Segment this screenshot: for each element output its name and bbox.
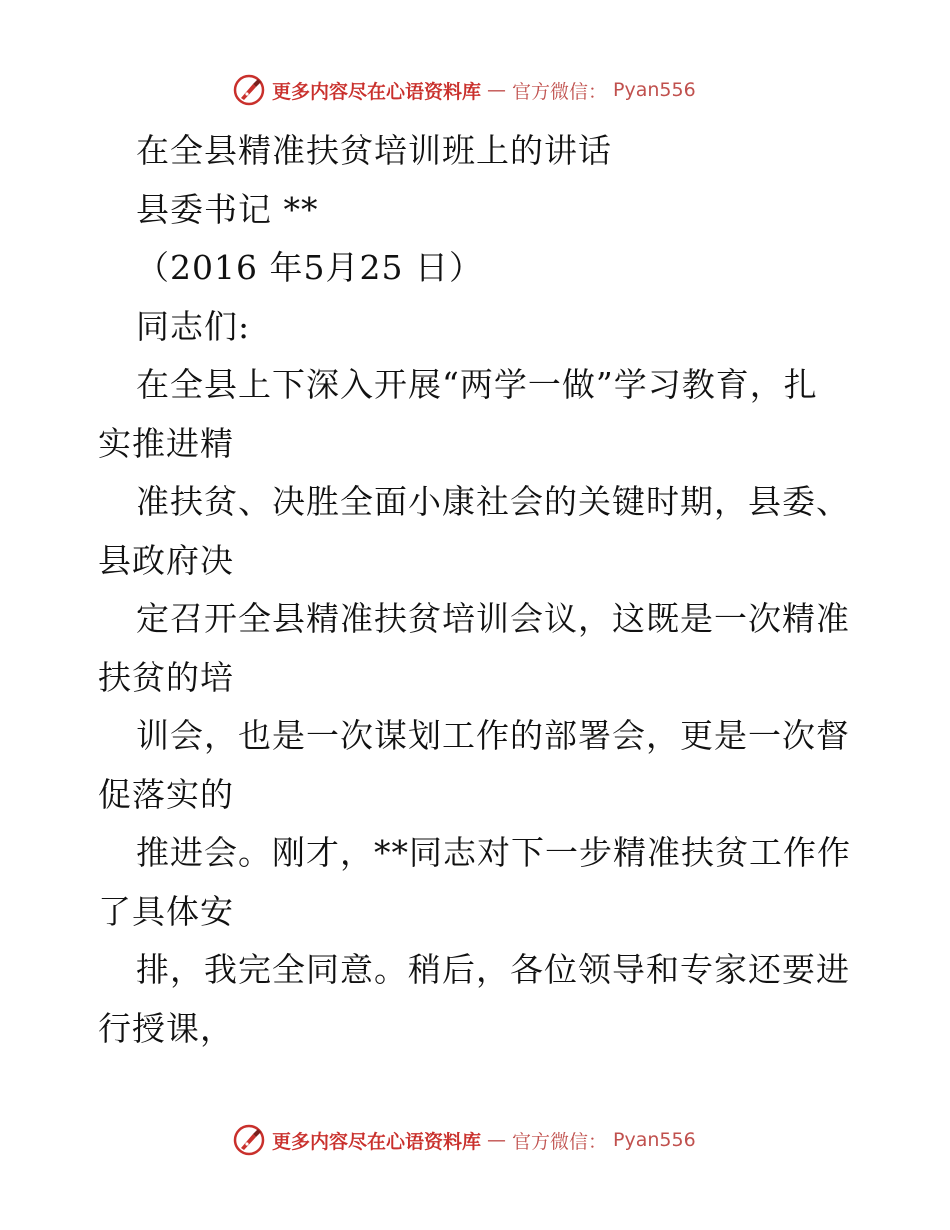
- watermark-id-text: Pyan556: [613, 79, 696, 101]
- body-line: 行授课，: [98, 1008, 234, 1048]
- date-line: （2016 年5月25 日）: [136, 248, 483, 287]
- watermark-main-text: 更多内容尽在心语资料库: [272, 1130, 482, 1153]
- body-line: 推进会。刚才，**同志对下一步精准扶贫工作作: [136, 833, 851, 872]
- body-line: 促落实的: [98, 774, 234, 814]
- body-line: 准扶贫、决胜全面小康社会的关键时期，县委、: [136, 482, 850, 521]
- body-line: 了具体安: [98, 891, 234, 931]
- watermark-sub-text: 官方微信：: [512, 1130, 608, 1153]
- watermark-dash: —: [487, 1129, 507, 1151]
- document-body: [98, 122, 858, 1058]
- fountain-pen-nib-icon: [232, 73, 266, 107]
- fountain-pen-nib-icon: [232, 1123, 266, 1157]
- body-line: 县政府决: [98, 540, 234, 580]
- body-line: 扶贫的培: [98, 657, 234, 697]
- body-line: 实推进精: [98, 423, 234, 463]
- watermark-main-text: 更多内容尽在心语资料库: [272, 80, 482, 103]
- body-line: 在全县上下深入开展“两学一做”学习教育，扎: [136, 365, 818, 404]
- document-title: 在全县精准扶贫培训班上的讲话: [136, 131, 612, 170]
- footer-watermark: [232, 1122, 696, 1158]
- speaker-line: 县委书记 **: [136, 189, 319, 229]
- watermark-dash: —: [487, 79, 507, 101]
- watermark-sub-text: 官方微信：: [512, 80, 608, 103]
- salutation-line: 同志们:: [136, 306, 251, 346]
- body-line: 定召开全县精准扶贫培训会议，这既是一次精准: [136, 599, 850, 638]
- body-line: 训会，也是一次谋划工作的部署会，更是一次督: [136, 716, 850, 755]
- header-watermark: [232, 72, 696, 108]
- body-line: 排，我完全同意。稍后，各位领导和专家还要进: [136, 950, 850, 989]
- watermark-id-text: Pyan556: [613, 1129, 696, 1151]
